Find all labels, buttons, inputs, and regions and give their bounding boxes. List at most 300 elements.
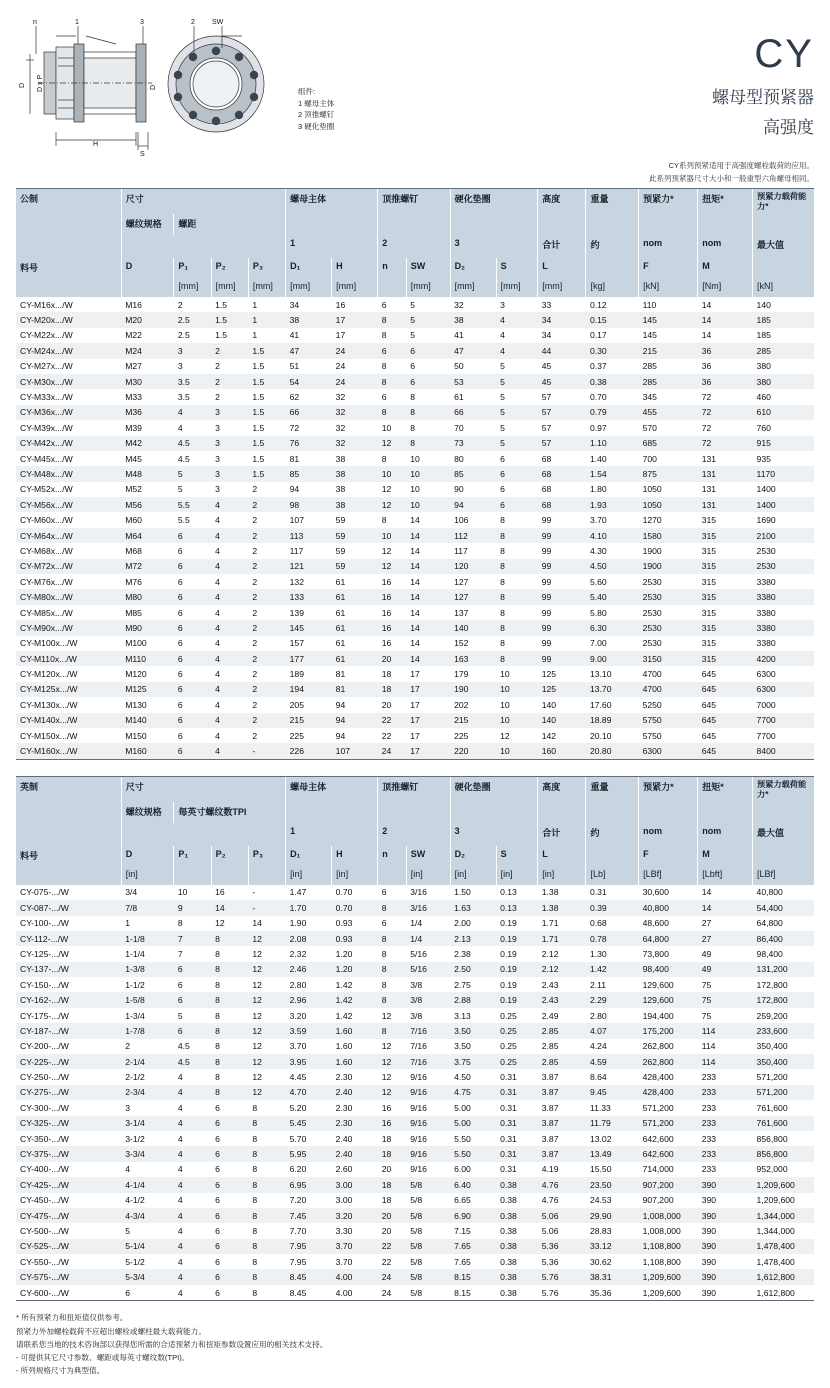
svg-text:D: D	[19, 82, 26, 88]
cell-value: 24	[381, 1287, 392, 1298]
cell-value: 1.93	[589, 499, 607, 510]
imperial-unit-F: [LBf]	[639, 866, 698, 885]
cell-value: 0.31	[500, 1164, 517, 1175]
imperial-unit-H: [in]	[332, 866, 378, 885]
cell-value: 875	[642, 468, 657, 479]
cell-value: M30	[125, 376, 142, 387]
table-row	[16, 1131, 814, 1146]
metric-h-blank5	[538, 214, 586, 235]
cell-value: 4.00	[335, 1287, 353, 1298]
cell-value: 390	[701, 1195, 717, 1206]
cell-value: 10	[500, 715, 510, 726]
cell-value: 8.15	[454, 1287, 471, 1298]
cell-value: 8	[500, 515, 505, 526]
table-row	[16, 405, 814, 420]
metric-h-blank2	[286, 214, 378, 235]
cell-value: 6	[177, 730, 183, 741]
cell-value: 185	[756, 330, 771, 341]
cell-part-number: CY-425-.../W	[20, 1179, 69, 1190]
cell-value: 5/8	[410, 1226, 423, 1236]
metric-unit-D1: [mm]	[286, 278, 332, 297]
cell-value: 8	[252, 1272, 258, 1283]
cell-value: 1170	[756, 468, 776, 479]
cell-value: 61	[335, 592, 346, 603]
cell-value: 2	[252, 638, 258, 649]
cell-value: 1.5	[252, 438, 265, 449]
cell-value: 6	[177, 964, 183, 975]
cell-value: 20	[381, 653, 392, 664]
cell-value: 0.31	[500, 1102, 517, 1113]
cell-value: 1900	[642, 545, 662, 556]
cell-value: 3.00	[335, 1195, 353, 1206]
cell-value: 49	[701, 948, 712, 959]
cell-value: 17	[410, 684, 420, 695]
cell-value: 6	[215, 1195, 220, 1206]
cell-value: M110	[125, 653, 147, 664]
cell-value: 315	[701, 576, 717, 587]
cell-value: 5.06	[541, 1210, 559, 1221]
cell-value: 12	[252, 979, 262, 990]
svg-text:2: 2	[191, 19, 195, 26]
cell-value: 0.13	[500, 887, 517, 898]
cell-value: M150	[125, 730, 147, 741]
svg-text:S: S	[140, 151, 145, 158]
cell-value: 85	[289, 468, 300, 479]
cell-value: 5	[410, 299, 415, 310]
cell-value: 6	[177, 746, 183, 757]
cell-value: 6	[381, 299, 387, 310]
cell-value: 8	[381, 407, 387, 418]
cell-value: 0.38	[500, 1272, 517, 1283]
cell-value: 1.40	[589, 453, 607, 464]
cell-value: 66	[289, 407, 300, 418]
cell-value: 2530	[756, 561, 776, 572]
cell-part-number: CY-M27x.../W	[20, 361, 73, 372]
cell-value: 34	[541, 330, 552, 341]
metric-sym-F: F	[639, 258, 698, 278]
cell-value: 15.50	[589, 1164, 612, 1175]
cell-value: 285	[642, 376, 657, 387]
cell-value: 315	[701, 653, 717, 664]
cell-value: 33	[541, 299, 552, 310]
cell-value: 172,800	[756, 979, 788, 990]
cell-value: 2.5	[177, 315, 190, 326]
cell-value: 145	[289, 622, 304, 633]
imperial-unit-weight: [Lb]	[586, 866, 639, 885]
svg-text:D x P: D x P	[37, 74, 44, 92]
cell-value: 17	[335, 330, 346, 341]
cell-value: 129,600	[642, 995, 674, 1006]
cell-value: 390	[701, 1241, 717, 1252]
cell-value: 8	[215, 979, 220, 990]
cell-value: 6300	[642, 746, 662, 757]
cell-value: M39	[125, 422, 142, 433]
cell-value: 99	[541, 653, 552, 664]
table-row	[16, 977, 814, 992]
cell-value: 2.60	[335, 1164, 353, 1175]
cell-value: 14	[701, 330, 712, 341]
cell-value: 18	[381, 684, 392, 695]
footnote-line: - 所列规格尺寸为典型值。	[16, 1366, 105, 1376]
cell-value: 6300	[756, 669, 776, 680]
cell-value: 2	[252, 545, 258, 556]
cell-value: 1/4	[410, 933, 423, 944]
cell-value: 2	[252, 699, 258, 710]
cell-value: 6	[177, 638, 183, 649]
cell-value: M27	[125, 361, 142, 372]
cell-value: 3380	[756, 576, 776, 587]
product-note-line2: 此系列预紧器尺寸大小和一般重型六角螺母相同。	[649, 173, 814, 183]
cell-value: 14	[410, 515, 420, 526]
cell-value: 714,000	[642, 1164, 674, 1175]
cell-value: 215	[642, 345, 657, 356]
imperial-h-partno: 料号	[16, 846, 121, 866]
cell-value: 2	[252, 499, 258, 510]
cell-value: 1.38	[541, 887, 559, 898]
cell-value: 1	[252, 330, 258, 341]
cell-value: 14	[410, 592, 420, 603]
diagram-legend	[298, 86, 334, 133]
cell-value: 9/16	[410, 1164, 427, 1175]
cell-value: 12	[215, 918, 225, 929]
cell-value: 6	[125, 1287, 130, 1298]
cell-value: M56	[125, 499, 142, 510]
cell-value: 233	[701, 1164, 717, 1175]
imperial-sym-F: F	[639, 846, 698, 866]
cell-part-number: CY-112-.../W	[20, 933, 69, 944]
cell-value: 5.80	[589, 607, 607, 618]
cell-value: 5750	[642, 730, 662, 741]
cell-value: 5.50	[454, 1133, 471, 1144]
cell-value: 40,800	[756, 887, 783, 898]
cell-value: 10	[500, 699, 510, 710]
cell-part-number: CY-325-.../W	[20, 1118, 69, 1129]
imperial-h-blank4	[450, 802, 538, 823]
cell-value: 114	[701, 1056, 716, 1067]
cell-value: 4	[177, 1118, 183, 1129]
cell-value: 8	[252, 1118, 258, 1129]
cell-part-number: CY-450-.../W	[20, 1195, 69, 1206]
cell-value: 59	[335, 545, 346, 556]
cell-value: 5.76	[541, 1272, 559, 1283]
cell-value: 1-3/4	[125, 1010, 145, 1021]
cell-value: 6.90	[454, 1210, 471, 1221]
cell-value: 12	[381, 1056, 392, 1067]
cell-value: 11.79	[589, 1118, 611, 1129]
cell-value: 72	[289, 422, 300, 433]
cell-value: 18.89	[589, 715, 612, 726]
imperial-sym-cap	[753, 846, 814, 866]
imperial-sym-H: H	[332, 846, 378, 866]
cell-value: 5.00	[454, 1102, 471, 1113]
cell-value: M76	[125, 576, 142, 587]
cell-part-number: CY-M16x.../W	[20, 299, 73, 310]
cell-value: 12	[381, 545, 392, 556]
cell-value: 10	[410, 499, 420, 510]
cell-value: 4-1/2	[125, 1195, 145, 1206]
imperial-h-num2: 2	[378, 823, 450, 846]
cell-value: 202	[454, 699, 469, 710]
metric-sym-n: n	[378, 258, 406, 278]
cell-value: 61	[335, 576, 346, 587]
cell-part-number: CY-375-.../W	[20, 1149, 69, 1160]
table-row	[16, 559, 814, 574]
cell-value: 7/16	[410, 1056, 427, 1067]
cell-value: 2530	[642, 592, 662, 603]
cell-value: 4	[215, 653, 220, 664]
table-row	[16, 992, 814, 1007]
cell-value: 2530	[642, 607, 662, 618]
cell-value: 61	[335, 622, 346, 633]
cell-value: 3380	[756, 622, 776, 633]
imperial-unit-L: [in]	[538, 866, 586, 885]
cell-value: 10	[410, 453, 420, 464]
cell-part-number: CY-M52x.../W	[20, 484, 73, 495]
cell-value: 14	[252, 918, 262, 929]
cell-value: 8	[500, 638, 505, 649]
cell-part-number: CY-M90x.../W	[20, 622, 73, 633]
cell-value: 12	[252, 933, 262, 944]
metric-h-total: 合计	[538, 235, 586, 258]
cell-value: 0.19	[500, 995, 517, 1006]
cell-value: 190	[454, 684, 469, 695]
cell-value: 2.11	[589, 979, 607, 990]
cell-value: M24	[125, 345, 142, 356]
cell-value: 2.43	[541, 979, 559, 990]
cell-part-number: CY-M110x.../W	[20, 653, 77, 664]
cell-value: 2.40	[335, 1149, 353, 1160]
cell-value: 6	[177, 669, 183, 680]
cell-value: 24	[335, 345, 346, 356]
cell-value: 4	[215, 746, 220, 757]
cell-value: 12	[252, 1041, 262, 1052]
cell-value: 28.83	[589, 1226, 612, 1236]
cell-value: 17	[410, 669, 420, 680]
cell-value: 139	[289, 607, 304, 618]
cell-value: 4	[215, 576, 220, 587]
cell-value: 14	[410, 545, 420, 556]
cell-value: 22	[381, 715, 392, 726]
cell-value: 5/8	[410, 1272, 423, 1283]
cell-value: 1.42	[589, 964, 607, 975]
cell-value: 2.80	[289, 979, 307, 990]
metric-header	[16, 189, 814, 297]
cell-value: 2	[177, 299, 183, 310]
cell-value: 915	[756, 438, 771, 449]
cell-value: 4.76	[541, 1179, 559, 1190]
cell-value: 8	[381, 453, 387, 464]
cell-value: 761,600	[756, 1118, 788, 1129]
metric-unit-F: [kN]	[639, 278, 698, 297]
table-row	[16, 728, 814, 743]
cell-value: 68	[541, 499, 552, 510]
metric-h-num3: 3	[450, 235, 538, 258]
cell-value: 6	[215, 1179, 220, 1190]
metric-h-blank3	[378, 214, 450, 235]
cell-value: 64,800	[756, 918, 783, 929]
cell-value: 3.87	[541, 1072, 559, 1083]
cell-value: 3.30	[335, 1226, 353, 1236]
cell-value: 350,400	[756, 1056, 788, 1067]
cell-value: M90	[125, 622, 142, 633]
cell-value: 4	[215, 530, 220, 541]
cell-part-number: CY-M130x.../W	[20, 699, 78, 710]
cell-value: 428,400	[642, 1087, 674, 1098]
cell-value: 129,600	[642, 979, 674, 990]
cell-value: 2.75	[454, 979, 471, 990]
cell-value: 645	[701, 730, 717, 741]
cell-value: 2.30	[335, 1072, 353, 1083]
cell-value: 16	[381, 607, 392, 618]
cell-value: 1.60	[335, 1056, 353, 1067]
cell-value: 1.60	[335, 1025, 353, 1036]
metric-h-blank10	[121, 235, 285, 258]
metric-h-capacity: 预紧力载荷能力*	[753, 189, 814, 235]
cell-value: 8	[381, 376, 387, 387]
cell-value: 38	[335, 499, 346, 510]
cell-value: 16	[381, 592, 392, 603]
cell-value: 2.85	[541, 1041, 559, 1052]
cell-value: 2.00	[454, 918, 471, 929]
cell-value: 47	[289, 345, 300, 356]
cell-value: 8	[252, 1241, 258, 1252]
cell-value: 4-3/4	[125, 1210, 145, 1221]
cell-value: 4	[215, 592, 220, 603]
cell-part-number: CY-M39x.../W	[20, 422, 73, 433]
cell-value: 0.38	[500, 1256, 517, 1267]
cell-value: 177	[289, 653, 304, 664]
cell-value: 0.38	[500, 1195, 517, 1206]
cell-value: 5.95	[289, 1149, 307, 1160]
cell-value: 8	[410, 407, 415, 418]
metric-h-torque: 扭矩*	[698, 189, 753, 214]
cell-value: 1,344,000	[756, 1210, 795, 1221]
cell-value: 1050	[642, 499, 662, 510]
table-row	[16, 1023, 814, 1038]
cell-value: M80	[125, 592, 142, 603]
cell-value: 0.38	[500, 1179, 517, 1190]
cell-value: 2-1/2	[125, 1072, 145, 1083]
cell-value: 3.70	[335, 1256, 353, 1267]
cell-value: 94	[335, 699, 346, 710]
cell-value: 1.5	[252, 392, 265, 403]
cell-value: 8	[381, 948, 387, 959]
cell-value: 6	[215, 1226, 220, 1236]
cell-value: 12	[252, 948, 262, 959]
cell-value: 1	[125, 918, 130, 929]
cell-value: 2	[215, 345, 220, 356]
cell-value: 0.79	[589, 407, 607, 418]
cell-value: 6	[381, 392, 387, 403]
cell-value: 0.25	[500, 1010, 517, 1021]
cell-value: 7.20	[289, 1195, 307, 1206]
cell-value: 94	[335, 730, 346, 741]
cell-value: 5.36	[541, 1241, 559, 1252]
cell-value: 4.50	[589, 561, 607, 572]
cell-value: 4	[177, 1195, 183, 1206]
cell-value: 4700	[642, 684, 662, 695]
cell-value: 0.13	[500, 902, 517, 913]
cell-value: 125	[541, 669, 557, 680]
cell-value: 7.95	[289, 1241, 307, 1252]
cell-value: 8	[215, 1041, 220, 1052]
cell-value: 4	[125, 1164, 130, 1175]
cell-value: 81	[335, 684, 346, 695]
cell-value: 3.87	[541, 1133, 559, 1144]
cell-value: 0.38	[500, 1226, 517, 1236]
table-row	[16, 916, 814, 931]
cell-part-number: CY-250-.../W	[20, 1072, 69, 1083]
cell-value: 7/16	[410, 1025, 427, 1036]
cell-value: 24	[381, 746, 392, 757]
imperial-table	[16, 776, 814, 1302]
cell-value: 3.70	[289, 1041, 307, 1052]
cell-value: M100	[125, 638, 147, 649]
cell-value: 16	[381, 638, 392, 649]
cell-value: 3	[500, 299, 505, 310]
table-row	[16, 620, 814, 635]
cell-value: 1,008,000	[642, 1226, 681, 1236]
table-row	[16, 297, 814, 312]
cell-value: 3.50	[454, 1025, 471, 1036]
cell-value: 390	[701, 1210, 717, 1221]
cell-value: 6	[215, 1149, 220, 1160]
cell-value: 233	[701, 1087, 717, 1098]
cell-value: 34	[289, 299, 300, 310]
cell-value: 5.70	[289, 1133, 307, 1144]
cell-value: 5.50	[454, 1149, 471, 1160]
cell-value: 11.33	[589, 1102, 611, 1113]
cell-value: 2.12	[541, 948, 559, 959]
cell-value: 6	[215, 1118, 220, 1129]
cell-value: 2	[252, 561, 258, 572]
cell-value: 2-3/4	[125, 1087, 145, 1098]
cell-value: 9/16	[410, 1087, 427, 1098]
cell-value: 99	[541, 607, 552, 618]
metric-h-pitch: 螺距	[174, 214, 286, 235]
cell-value: 285	[642, 361, 657, 372]
cell-value: 98,400	[642, 964, 669, 975]
cell-value: 8	[177, 918, 183, 929]
legend-item-2: 2 顶推螺钉	[298, 110, 335, 120]
cell-value: 4	[500, 315, 505, 326]
cell-value: M125	[125, 684, 147, 695]
metric-sym-S: S	[496, 258, 538, 278]
cell-value: 2	[252, 669, 258, 680]
cell-part-number: CY-M33x.../W	[20, 392, 73, 403]
cell-value: 32	[335, 438, 346, 449]
cell-value: 8.64	[589, 1072, 607, 1083]
cell-value: 179	[454, 669, 469, 680]
cell-value: 233,600	[756, 1025, 788, 1036]
table-row	[16, 1193, 814, 1208]
cell-value: 2.32	[289, 948, 307, 959]
cell-value: 127	[454, 576, 469, 587]
cell-value: 6	[215, 1210, 220, 1221]
cell-value: 10	[500, 746, 510, 757]
cell-value: 5/16	[410, 964, 427, 975]
cell-part-number: CY-M24x.../W	[20, 345, 73, 356]
cell-value: 133	[289, 592, 304, 603]
footnote-line: * 所有预紧力和扭矩值仅供参考。	[16, 1313, 128, 1323]
cell-value: 5.45	[289, 1118, 307, 1129]
cell-value: 6	[500, 453, 505, 464]
cell-value: 6.95	[289, 1179, 307, 1190]
metric-sym-M: M	[698, 258, 753, 278]
cell-value: 61	[335, 638, 346, 649]
metric-h-weight: 重量	[586, 189, 639, 214]
cell-value: 47	[454, 345, 464, 356]
